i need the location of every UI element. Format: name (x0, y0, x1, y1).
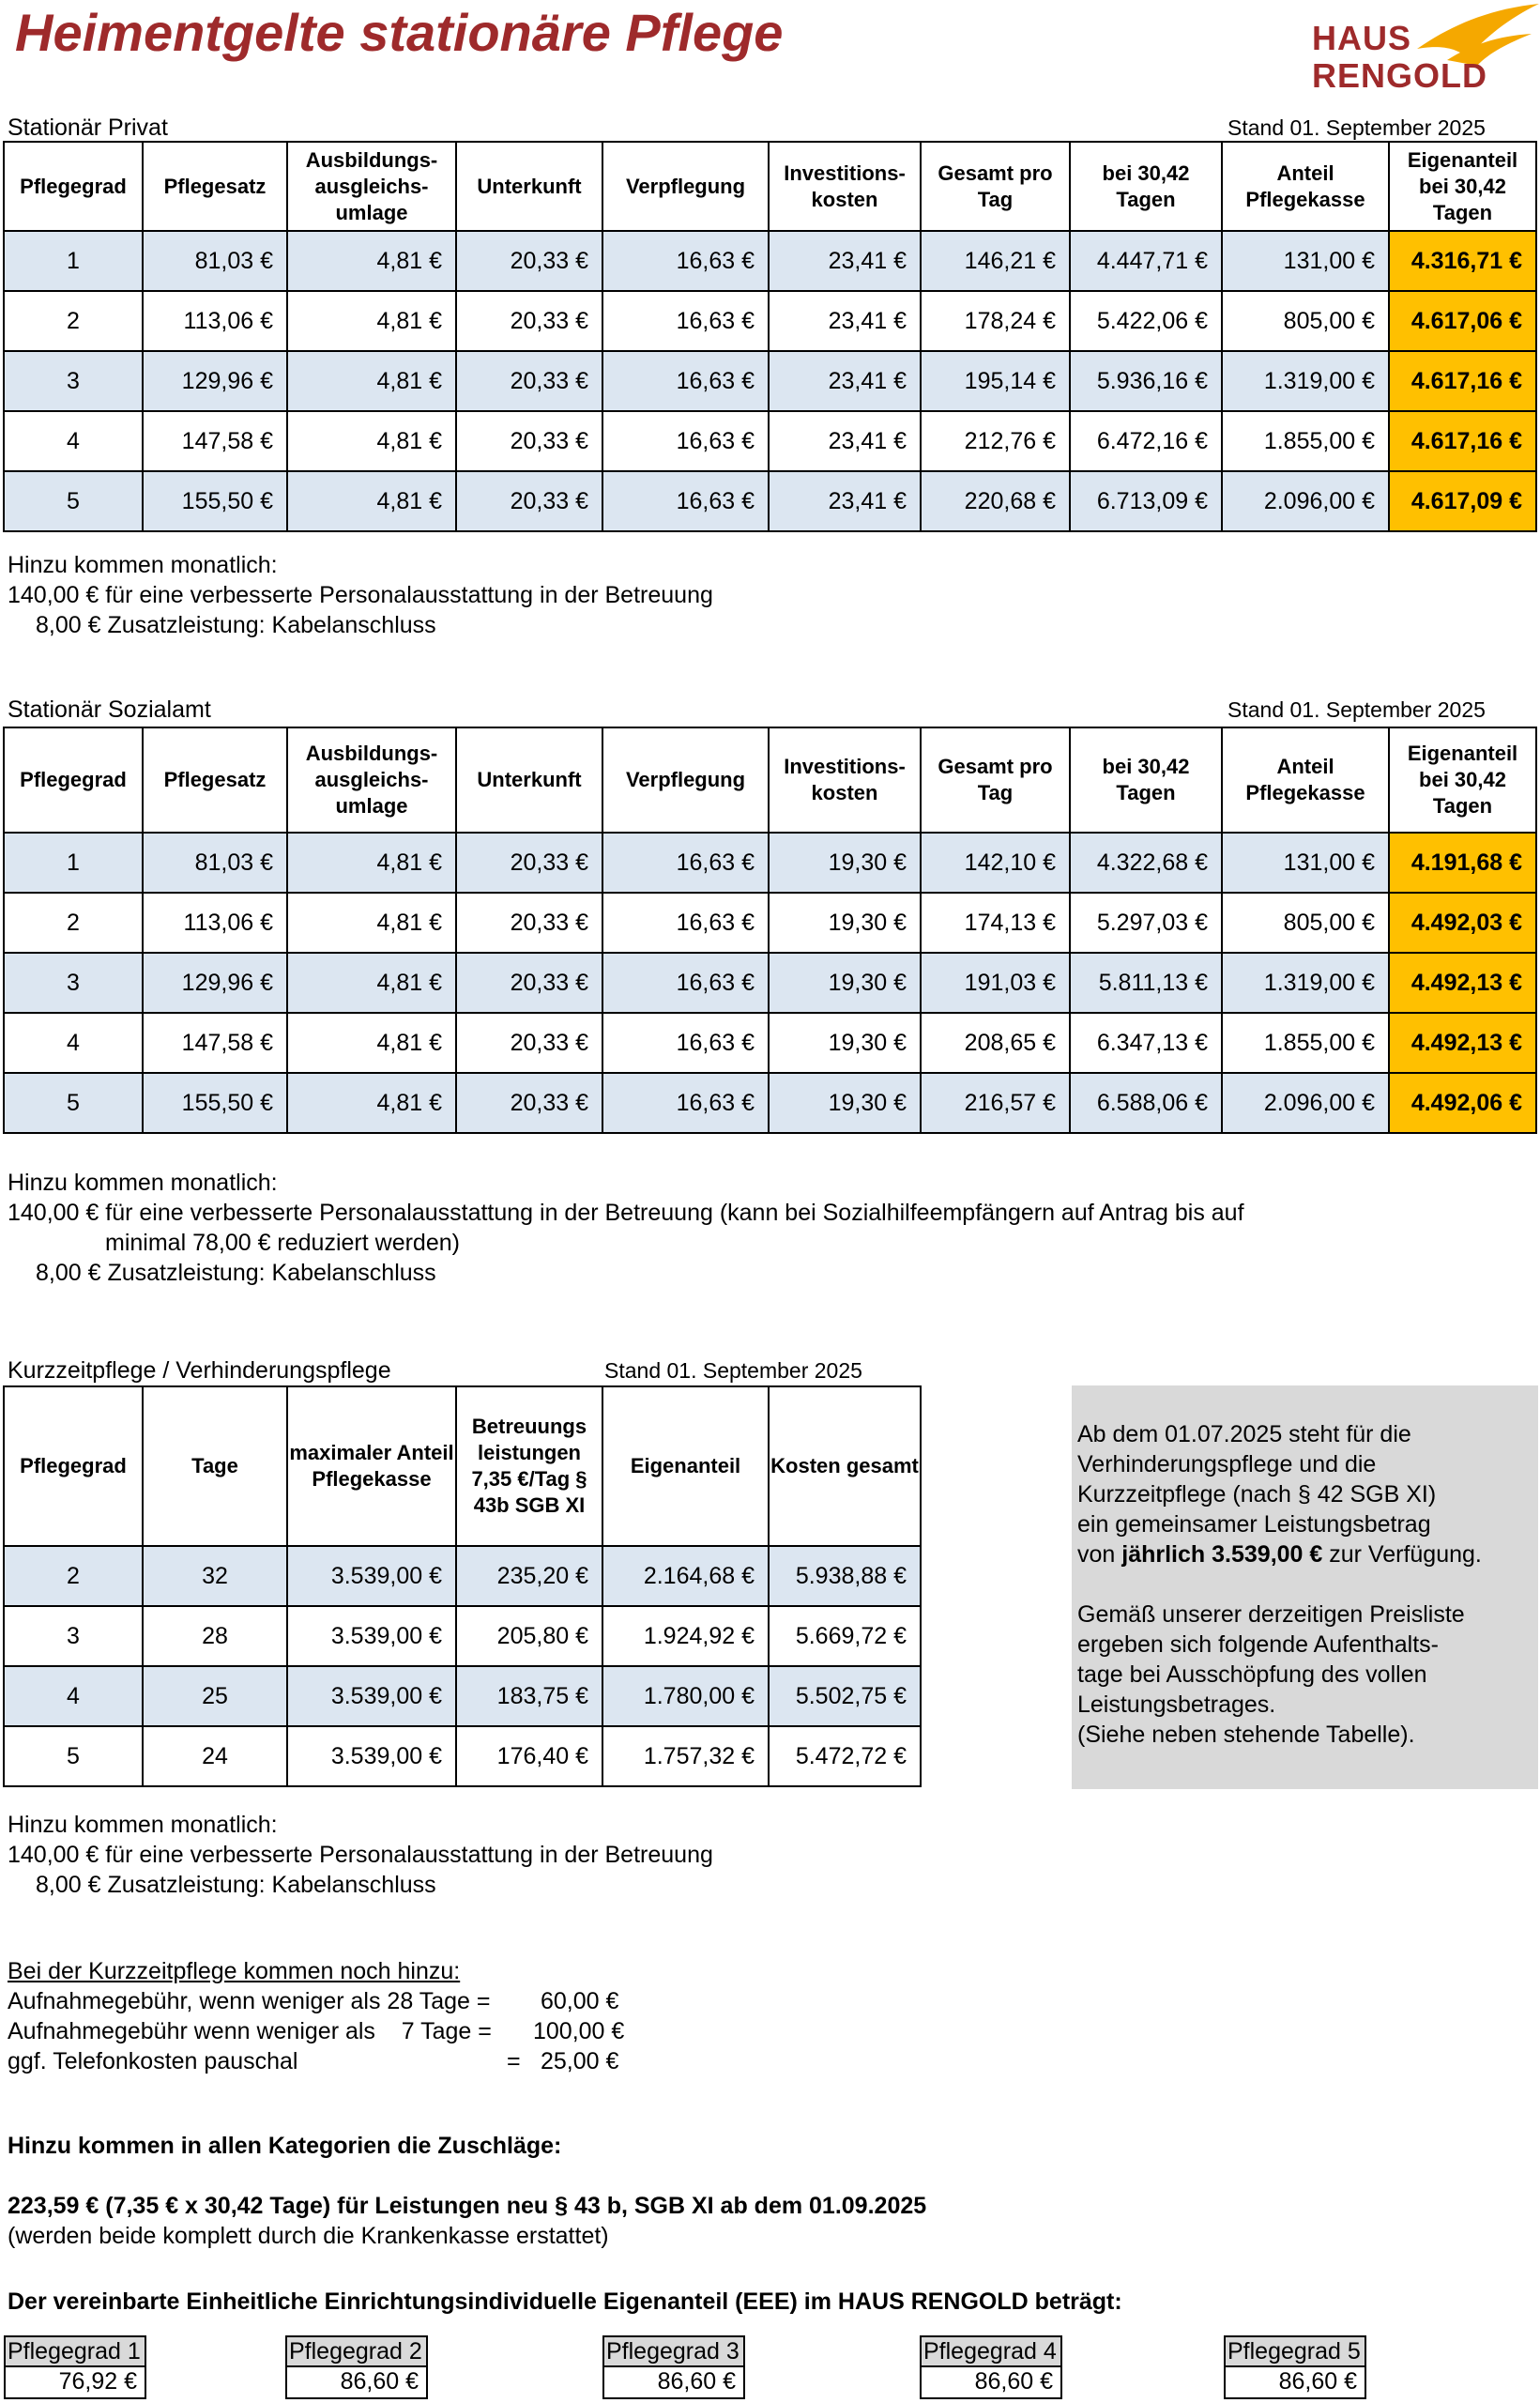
header-unterkunft: Unterkunft (456, 727, 602, 833)
cell-pflegesatz: 147,58 € (143, 411, 287, 471)
zuschlaege-line: 223,59 € (7,35 € x 30,42 Tage) für Leistungen neu § 43 b, SGB XI ab dem 01.09.2025 (8, 2193, 927, 2219)
cell-pflegegrad: 5 (4, 1726, 143, 1786)
cell-verpflegung: 16,63 € (602, 1073, 769, 1133)
eee-grade-value: 86,60 € (285, 2367, 428, 2399)
info-line (1077, 1539, 1538, 1569)
header-pflegegrad: Pflegegrad (4, 727, 143, 833)
cell-investition: 19,30 € (769, 833, 921, 893)
eee-grade-value: 86,60 € (602, 2367, 745, 2399)
cell-eigenanteil: 4.316,71 € (1389, 231, 1536, 291)
note-kabel: 8,00 € Zusatzleistung: Kabelanschluss (36, 1260, 436, 1286)
cell-eigenanteil: 4.492,06 € (1389, 1073, 1536, 1133)
note-kabel: 8,00 € Zusatzleistung: Kabelanschluss (36, 1872, 436, 1898)
cell-pflegesatz: 147,58 € (143, 1013, 287, 1073)
cell-umlage: 4,81 € (287, 953, 456, 1013)
eee-heading: Der vereinbarte Einheitliche Einrichtungsindividuelle Eigenanteil (EEE) im HAUS RENGOLD beträgt: (8, 2288, 1122, 2315)
logo-word-haus: HAUS (1312, 19, 1412, 57)
note-personal: 140,00 € für eine verbesserte Personalausstattung in der Betreuung (kann bei Sozialhilfeempfängern auf Antrag bis auf (8, 1200, 1244, 1226)
cell-pflegekasse: 805,00 € (1222, 893, 1389, 953)
cell-unterkunft: 20,33 € (456, 351, 602, 411)
cell-gesamt: 146,21 € (921, 231, 1070, 291)
cell-gesamt: 220,68 € (921, 471, 1070, 531)
table-row (4, 893, 1536, 953)
info-box-leistungsbetrag (1072, 1385, 1538, 1789)
cell-unterkunft: 20,33 € (456, 833, 602, 893)
eee-grade-1 (4, 2335, 146, 2399)
fee-row (8, 1986, 619, 2016)
cell-pflegesatz: 155,50 € (143, 471, 287, 531)
cell-eigenanteil: 4.191,68 € (1389, 833, 1536, 893)
cell-gesamt: 216,57 € (921, 1073, 1070, 1133)
cell-verpflegung: 16,63 € (602, 953, 769, 1013)
table-row (4, 351, 1536, 411)
cell-unterkunft: 20,33 € (456, 291, 602, 351)
eee-grade-label: Pflegegrad 3 (602, 2335, 745, 2367)
cell-kosten: 5.502,75 € (769, 1666, 921, 1726)
table-header-row (4, 727, 1536, 833)
cell-verpflegung: 16,63 € (602, 351, 769, 411)
cell-pflegegrad: 1 (4, 833, 143, 893)
cell-investition: 23,41 € (769, 471, 921, 531)
table-row (4, 1073, 1536, 1133)
cell-kosten: 5.669,72 € (769, 1606, 921, 1666)
cell-pflegegrad: 1 (4, 231, 143, 291)
cell-pflegegrad: 4 (4, 1666, 143, 1726)
note-heading: Hinzu kommen monatlich: (8, 1170, 278, 1196)
cell-monat: 6.588,06 € (1070, 1073, 1222, 1133)
header-gesamt-pro-tag: Gesamt pro Tag (921, 727, 1070, 833)
cell-pflegekasse: 1.855,00 € (1222, 411, 1389, 471)
cell-pflegekasse: 1.319,00 € (1222, 351, 1389, 411)
stand-date-sozialamt: Stand 01. September 2025 (1227, 697, 1486, 722)
table-row (4, 291, 1536, 351)
header-tage: Tage (143, 1386, 287, 1546)
info-line: Leistungsbetrages. (1077, 1691, 1276, 1718)
section-caption-kurzzeit: Kurzzeitpflege / Verhinderungspflege (8, 1357, 391, 1384)
info-line: ein gemeinsamer Leistungsbetrag (1077, 1511, 1431, 1538)
header-gesamt-pro-tag: Gesamt pro Tag (921, 142, 1070, 231)
fee-value: 25,00 € (541, 2048, 619, 2074)
info-line: Ab dem 01.07.2025 steht für die (1077, 1421, 1411, 1447)
cell-pflegesatz: 113,06 € (143, 893, 287, 953)
cell-eigenanteil: 1.780,00 € (602, 1666, 769, 1726)
fee-label: Aufnahmegebühr, wenn weniger als 28 Tage = (8, 1988, 491, 2014)
cell-betreuung: 176,40 € (456, 1726, 602, 1786)
table-row (4, 953, 1536, 1013)
eee-grade-label: Pflegegrad 2 (285, 2335, 428, 2367)
extra-heading: Bei der Kurzzeitpflege kommen noch hinzu: (8, 1958, 461, 1984)
eee-grade-label: Pflegegrad 1 (4, 2335, 146, 2367)
cell-umlage: 4,81 € (287, 291, 456, 351)
sozialamt-notes (8, 1168, 1244, 1288)
cell-betreuung: 205,80 € (456, 1606, 602, 1666)
cell-eigenanteil: 1.757,32 € (602, 1726, 769, 1786)
cell-unterkunft: 20,33 € (456, 953, 602, 1013)
info-line: Verhinderungspflege und die (1077, 1451, 1377, 1477)
note-personal: 140,00 € für eine verbesserte Personalausstattung in der Betreuung (8, 1842, 713, 1868)
cell-max-anteil: 3.539,00 € (287, 1546, 456, 1606)
cell-gesamt: 195,14 € (921, 351, 1070, 411)
cell-monat: 4.322,68 € (1070, 833, 1222, 893)
table-sozialamt (3, 727, 1537, 1134)
zuschlaege-erstattung: (werden beide komplett durch die Krankenkasse erstattet) (8, 2223, 609, 2249)
note-personal: 140,00 € für eine verbesserte Personalausstattung in der Betreuung (8, 582, 713, 608)
cell-pflegegrad: 2 (4, 1546, 143, 1606)
header-anteil-pflegekasse: Anteil Pflegekasse (1222, 142, 1389, 231)
cell-pflegegrad: 5 (4, 471, 143, 531)
cell-pflegegrad: 3 (4, 1606, 143, 1666)
cell-verpflegung: 16,63 € (602, 893, 769, 953)
cell-eigenanteil: 4.617,16 € (1389, 411, 1536, 471)
section-caption-sozialamt: Stationär Sozialamt (8, 696, 211, 723)
fee-row (8, 2016, 625, 2046)
cell-pflegegrad: 5 (4, 1073, 143, 1133)
header-investitionskosten: Investitions-kosten (769, 142, 921, 231)
table-header-row (4, 1386, 921, 1546)
cell-investition: 19,30 € (769, 1013, 921, 1073)
header-pflegesatz: Pflegesatz (143, 727, 287, 833)
cell-pflegekasse: 131,00 € (1222, 833, 1389, 893)
header-unterkunft: Unterkunft (456, 142, 602, 231)
cell-pflegesatz: 81,03 € (143, 833, 287, 893)
eee-grade-value: 86,60 € (920, 2367, 1062, 2399)
header-bei-30-42-tagen: bei 30,42 Tagen (1070, 727, 1222, 833)
cell-unterkunft: 20,33 € (456, 231, 602, 291)
cell-verpflegung: 16,63 € (602, 231, 769, 291)
cell-eigenanteil: 4.617,16 € (1389, 351, 1536, 411)
table-row (4, 471, 1536, 531)
cell-gesamt: 142,10 € (921, 833, 1070, 893)
cell-umlage: 4,81 € (287, 231, 456, 291)
eee-grade-2 (285, 2335, 428, 2399)
cell-kosten: 5.472,72 € (769, 1726, 921, 1786)
cell-pflegekasse: 131,00 € (1222, 231, 1389, 291)
cell-max-anteil: 3.539,00 € (287, 1726, 456, 1786)
cell-unterkunft: 20,33 € (456, 411, 602, 471)
cell-tage: 32 (143, 1546, 287, 1606)
table-header-row (4, 142, 1536, 231)
table-row (4, 1546, 921, 1606)
cell-pflegekasse: 805,00 € (1222, 291, 1389, 351)
eee-grade-label: Pflegegrad 5 (1224, 2335, 1366, 2367)
cell-investition: 19,30 € (769, 1073, 921, 1133)
table-kurzzeit (3, 1385, 922, 1787)
privat-notes (8, 550, 713, 640)
cell-investition: 23,41 € (769, 291, 921, 351)
table-row (4, 1013, 1536, 1073)
logo-word-rengold: RENGOLD (1312, 56, 1487, 95)
cell-investition: 23,41 € (769, 411, 921, 471)
fee-value: 100,00 € (533, 2018, 625, 2044)
cell-eigenanteil: 1.924,92 € (602, 1606, 769, 1666)
cell-eigenanteil: 4.617,09 € (1389, 471, 1536, 531)
cell-monat: 5.936,16 € (1070, 351, 1222, 411)
fee-value: 60,00 € (541, 1988, 619, 2014)
cell-pflegekasse: 1.319,00 € (1222, 953, 1389, 1013)
cell-gesamt: 174,13 € (921, 893, 1070, 953)
cell-eigenanteil: 4.617,06 € (1389, 291, 1536, 351)
cell-umlage: 4,81 € (287, 471, 456, 531)
cell-investition: 23,41 € (769, 231, 921, 291)
zuschlaege-heading: Hinzu kommen in allen Kategorien die Zuschläge: (8, 2133, 562, 2159)
cell-umlage: 4,81 € (287, 833, 456, 893)
header-ausbildungsumlage: Ausbildungs-ausgleichs-umlage (287, 142, 456, 231)
stand-date-privat: Stand 01. September 2025 (1227, 115, 1486, 140)
cell-tage: 28 (143, 1606, 287, 1666)
header-betreuungsleistungen: Betreuungs leistungen 7,35 €/Tag § 43b SGB XI (456, 1386, 602, 1546)
header-pflegegrad: Pflegegrad (4, 142, 143, 231)
info-line: (Siehe neben stehende Tabelle). (1077, 1722, 1415, 1748)
cell-verpflegung: 16,63 € (602, 291, 769, 351)
cell-umlage: 4,81 € (287, 1013, 456, 1073)
fee-label: Aufnahmegebühr wenn weniger als 7 Tage = (8, 2018, 492, 2044)
cell-max-anteil: 3.539,00 € (287, 1606, 456, 1666)
note-minimal: minimal 78,00 € reduziert werden) (105, 1230, 460, 1256)
cell-unterkunft: 20,33 € (456, 471, 602, 531)
header-ausbildungsumlage: Ausbildungs-ausgleichs-umlage (287, 727, 456, 833)
note-heading: Hinzu kommen monatlich: (8, 552, 278, 578)
header-kosten-gesamt: Kosten gesamt (769, 1386, 921, 1546)
cell-betreuung: 235,20 € (456, 1546, 602, 1606)
cell-max-anteil: 3.539,00 € (287, 1666, 456, 1726)
cell-pflegesatz: 129,96 € (143, 351, 287, 411)
cell-umlage: 4,81 € (287, 351, 456, 411)
haus-rengold-logo (1306, 0, 1540, 94)
header-max-anteil: maximaler Anteil Pflegekasse (287, 1386, 456, 1546)
cell-gesamt: 191,03 € (921, 953, 1070, 1013)
eee-grade-label: Pflegegrad 4 (920, 2335, 1062, 2367)
cell-verpflegung: 16,63 € (602, 471, 769, 531)
header-eigenanteil: Eigenanteil (602, 1386, 769, 1546)
cell-investition: 19,30 € (769, 953, 921, 1013)
cell-umlage: 4,81 € (287, 893, 456, 953)
header-bei-30-42-tagen: bei 30,42 Tagen (1070, 142, 1222, 231)
cell-eigenanteil: 2.164,68 € (602, 1546, 769, 1606)
cell-pflegesatz: 155,50 € (143, 1073, 287, 1133)
header-verpflegung: Verpflegung (602, 727, 769, 833)
table-row (4, 411, 1536, 471)
cell-verpflegung: 16,63 € (602, 411, 769, 471)
info-line: tage bei Ausschöpfung des vollen (1077, 1661, 1427, 1688)
cell-monat: 5.811,13 € (1070, 953, 1222, 1013)
cell-pflegegrad: 4 (4, 1013, 143, 1073)
stand-date-kurzzeit: Stand 01. September 2025 (604, 1358, 862, 1383)
cell-monat: 6.472,16 € (1070, 411, 1222, 471)
note-kabel: 8,00 € Zusatzleistung: Kabelanschluss (36, 612, 436, 638)
info-line: Kurzzeitpflege (nach § 42 SGB XI) (1077, 1481, 1437, 1508)
kurzzeit-notes (8, 1810, 713, 1900)
cell-eigenanteil: 4.492,13 € (1389, 1013, 1536, 1073)
eee-grade-3 (602, 2335, 745, 2399)
header-verpflegung: Verpflegung (602, 142, 769, 231)
info-line: ergeben sich folgende Aufenthalts- (1077, 1631, 1439, 1658)
cell-gesamt: 208,65 € (921, 1013, 1070, 1073)
cell-eigenanteil: 4.492,03 € (1389, 893, 1536, 953)
cell-unterkunft: 20,33 € (456, 1013, 602, 1073)
cell-umlage: 4,81 € (287, 411, 456, 471)
eee-grade-4 (920, 2335, 1062, 2399)
cell-monat: 5.422,06 € (1070, 291, 1222, 351)
cell-pflegegrad: 2 (4, 893, 143, 953)
header-eigenanteil: Eigenanteil bei 30,42 Tagen (1389, 727, 1536, 833)
cell-pflegegrad: 3 (4, 351, 143, 411)
header-pflegesatz: Pflegesatz (143, 142, 287, 231)
info-amount: jährlich 3.539,00 € (1121, 1541, 1323, 1568)
table-privat (3, 141, 1537, 532)
header-investitionskosten: Investitions-kosten (769, 727, 921, 833)
info-line: Gemäß unserer derzeitigen Preisliste (1077, 1601, 1465, 1628)
fee-equals: = (507, 2048, 521, 2074)
cell-betreuung: 183,75 € (456, 1666, 602, 1726)
cell-gesamt: 178,24 € (921, 291, 1070, 351)
info-text: zur Verfügung. (1322, 1541, 1482, 1568)
table-row (4, 231, 1536, 291)
cell-pflegekasse: 2.096,00 € (1222, 471, 1389, 531)
cell-unterkunft: 20,33 € (456, 1073, 602, 1133)
header-anteil-pflegekasse: Anteil Pflegekasse (1222, 727, 1389, 833)
header-pflegegrad: Pflegegrad (4, 1386, 143, 1546)
cell-pflegekasse: 2.096,00 € (1222, 1073, 1389, 1133)
cell-tage: 24 (143, 1726, 287, 1786)
eee-grade-5 (1224, 2335, 1366, 2399)
cell-tage: 25 (143, 1666, 287, 1726)
section-caption-privat: Stationär Privat (8, 115, 168, 141)
cell-investition: 19,30 € (769, 893, 921, 953)
cell-monat: 4.447,71 € (1070, 231, 1222, 291)
eee-grade-value: 76,92 € (4, 2367, 146, 2399)
cell-pflegegrad: 3 (4, 953, 143, 1013)
cell-verpflegung: 16,63 € (602, 833, 769, 893)
page-title: Heimentgelte stationäre Pflege (15, 3, 784, 62)
cell-monat: 6.713,09 € (1070, 471, 1222, 531)
cell-pflegesatz: 81,03 € (143, 231, 287, 291)
table-row (4, 1726, 921, 1786)
note-heading: Hinzu kommen monatlich: (8, 1812, 278, 1838)
cell-pflegesatz: 113,06 € (143, 291, 287, 351)
cell-pflegesatz: 129,96 € (143, 953, 287, 1013)
cell-investition: 23,41 € (769, 351, 921, 411)
table-row (4, 1666, 921, 1726)
fee-row (8, 2046, 619, 2076)
cell-eigenanteil: 4.492,13 € (1389, 953, 1536, 1013)
cell-unterkunft: 20,33 € (456, 893, 602, 953)
extra-fees (8, 1956, 625, 2076)
header-eigenanteil: Eigenanteil bei 30,42 Tagen (1389, 142, 1536, 231)
cell-pflegegrad: 2 (4, 291, 143, 351)
table-row (4, 833, 1536, 893)
cell-pflegekasse: 1.855,00 € (1222, 1013, 1389, 1073)
cell-gesamt: 212,76 € (921, 411, 1070, 471)
table-row (4, 1606, 921, 1666)
eee-grade-value: 86,60 € (1224, 2367, 1366, 2399)
fee-label: ggf. Telefonkosten pauschal (8, 2048, 298, 2074)
cell-kosten: 5.938,88 € (769, 1546, 921, 1606)
cell-umlage: 4,81 € (287, 1073, 456, 1133)
cell-monat: 5.297,03 € (1070, 893, 1222, 953)
info-text: von (1077, 1541, 1122, 1568)
cell-monat: 6.347,13 € (1070, 1013, 1222, 1073)
cell-verpflegung: 16,63 € (602, 1013, 769, 1073)
cell-pflegegrad: 4 (4, 411, 143, 471)
